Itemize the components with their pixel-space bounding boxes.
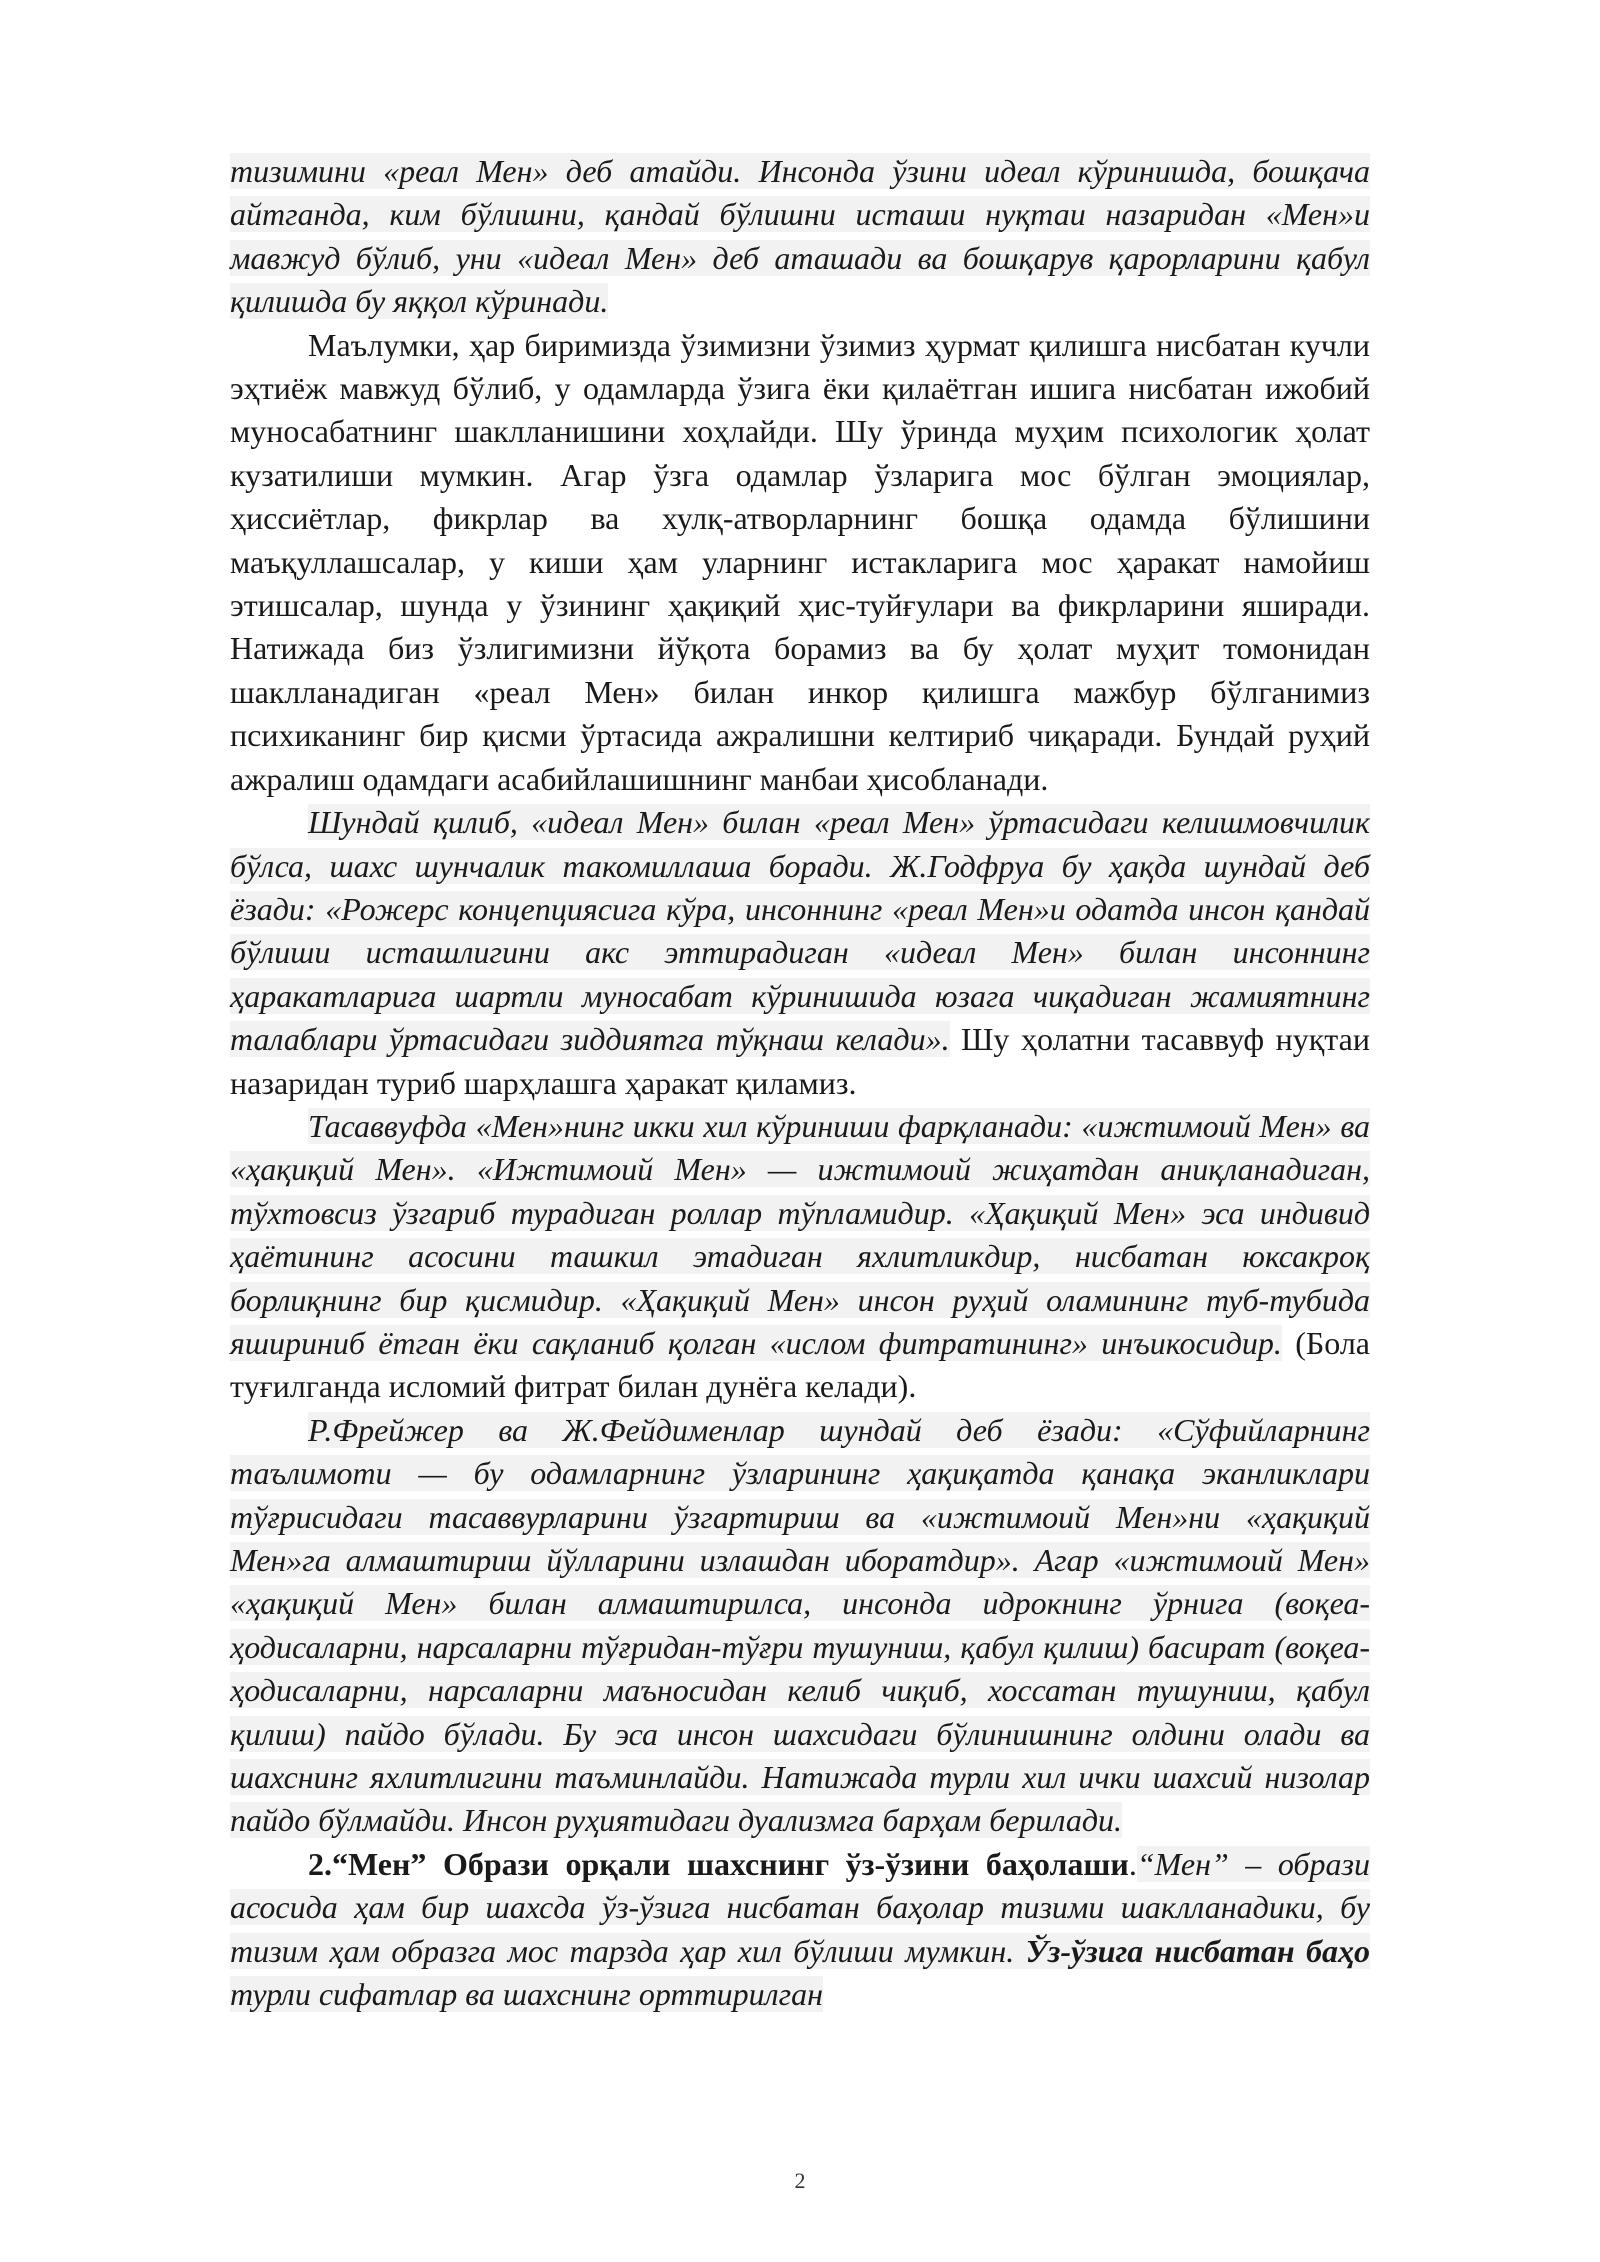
document-body <box>230 150 1370 2016</box>
paragraph <box>230 1843 1370 2017</box>
text-run: Шу ҳолатни тасаввуф нуқтаи назаридан туриб шарҳлашга ҳаракат қиламиз. <box>230 1021 1371 1101</box>
text-run: (Бола туғилганда исломий фитрат билан дунёга келади). <box>230 1324 1371 1405</box>
paragraph <box>230 801 1370 1105</box>
paragraph <box>230 150 1370 324</box>
text-run: 2.“Мен” Образи орқали шахснинг ўз-ўзини баҳолаши <box>308 1845 1129 1882</box>
text-run: Ўз-ўзига нисбатан баҳо <box>1025 1932 1371 1969</box>
text-run: Р.Фрейжер ва Ж.Фейдименлар шундай деб ёзади: «Сўфийларнинг таълимоти — бу одамларнинг ўзларининг ҳақиқатда қанақа эканликлари тўғрисидаги тасаввурларини ўзгартириш ва «ижтимоий Мен»ни «ҳақиқий Мен»га алмаштириш йўлларини излашдан иборатдир». Агар «ижтимоий Мен» «ҳақиқий Мен» билан алмаштирилса, инсонда идрокнинг ўрнига (воқеа-ҳодисаларни, нарсаларни тўғридан-тўғри тушуниш, қабул қилиш) басират (воқеа-ҳодисаларни, нарсаларни маъносидан келиб чиқиб, хоссатан тушуниш, қабул қилиш) пайдо бўлади. Бу эса инсон шахсидаги бўлинишнинг олдини олади ва шахснинг яхлитлигини таъминлайди. Натижада турли хил ички шахсий низолар пайдо бўлмайди. Инсон руҳиятидаги дуализмга барҳам берилади. <box>230 1411 1370 1839</box>
page-number: 2 <box>794 2168 806 2193</box>
paragraph <box>230 1409 1370 1843</box>
text-run: . <box>1128 1845 1137 1882</box>
text-run: турли сифатлар ва шахснинг орттирилган <box>230 1976 823 2013</box>
text-run: тизимини «реал Мен» деб атайди. Инсонда ўзини идеал кўринишда, бошқача айтганда, ким бўлишни, қандай бўлишни исташи нуқтаи назаридан «Мен»и мавжуд бўлиб, уни «идеал Мен» деб аташади ва бошқарув қарорларини қабул қилишда бу яққол кўринади. <box>230 153 1370 320</box>
text-run: Маълумки, ҳар биримизда ўзимизни ўзимиз ҳурмат қилишга нисбатан кучли эҳтиёж мавжуд бўлиб, у одамларда ўзига ёки қилаётган ишига нисбатан ижобий муносабатнинг шаклланишини хоҳлайди. Шу ўринда муҳим психологик ҳолат кузатилиши мумкин. Агар ўзга одамлар ўзларига мос бўлган эмоциялар, ҳиссиётлар, фикрлар ва хулқ-атворларнинг бошқа одамда бўлишини маъқуллашсалар, у киши ҳам уларнинг истакларига мос ҳаракат намойиш этишсалар, шунда у ўзининг ҳақиқий ҳис-туйғулари ва фикрларини яширади. Натижада биз ўзлигимизни йўқота борамиз ва бу ҳолат муҳит томонидан шаклланадиган «реал Мен» билан инкор қилишга мажбур бўлганимиз психиканинг бир қисми ўртасида ажралишни келтириб чиқаради. Бундай руҳий ажралиш одамдаги асабийлашишнинг манбаи ҳисобланади. <box>230 326 1370 797</box>
paragraph <box>230 1105 1370 1409</box>
text-run: “Мен” – образи асосида ҳам бир шахсда ўз-ўзига нисбатан баҳолар тизими шаклланадики, бу тизим ҳам образга мос тарзда ҳар хил бўлиши мумкин. <box>230 1845 1371 1969</box>
paragraph <box>230 324 1370 801</box>
text-run: Тасаввуфда «Мен»нинг икки хил кўриниши фарқланади: «ижтимоий Мен» ва «ҳақиқий Мен». «Ижтимоий Мен» — ижтимоий жиҳатдан аниқланадиган, тўхтовсиз ўзгариб турадиган роллар тўпламидир. «Ҳақиқий Мен» эса индивид ҳаётининг асосини ташкил этадиган яхлитликдир, нисбатан юксакроқ борлиқнинг бир қисмидир. «Ҳақиқий Мен» инсон руҳий оламининг туб-тубида яшириниб ётган ёки сақланиб қолган «ислом фитратининг» инъикосидир. <box>230 1107 1370 1361</box>
text-run: Шундай қилиб, «идеал Мен» билан «реал Мен» ўртасидаги келишмовчилик бўлса, шахс шунчалик такомиллаша боради. Ж.Годфруа бу ҳақда шундай деб ёзади: «Рожерс концепциясига кўра, инсоннинг «реал Мен»и одатда инсон қандай бўлиши исташлигини акс эттирадиган «идеал Мен» билан инсоннинг ҳаракатларига шартли муносабат кўринишида юзага чиқадиган жамиятнинг талаблари ўртасидаги зиддиятга тўқнаш келади». <box>230 804 1370 1058</box>
